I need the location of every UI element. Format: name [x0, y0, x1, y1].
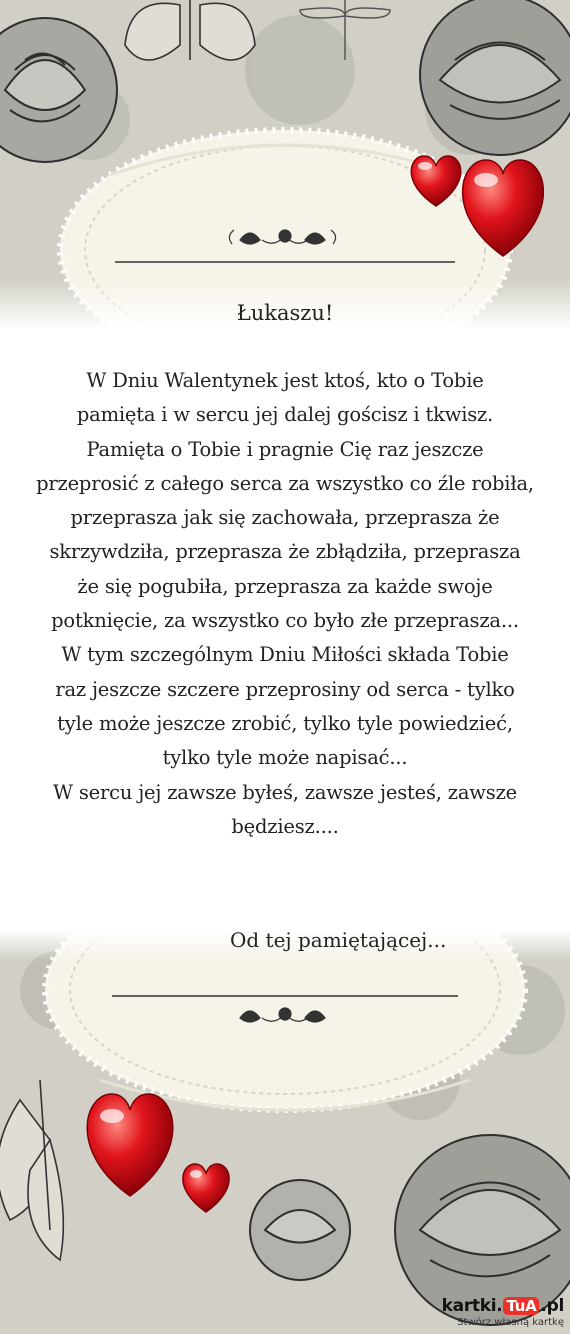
top-decoration [0, 0, 570, 330]
signature: Od tej pamiętającej... [230, 928, 447, 952]
logo-wordmark [442, 1296, 564, 1316]
logo-part2: .pl [540, 1296, 564, 1316]
message-line: tyle może jeszcze zrobić, tylko tyle powiedzieć, [57, 711, 513, 735]
message-line: tylko tyle może napisać... [162, 746, 408, 770]
message-line: skrzywdziła, przeprasza że zbłądziła, przeprasza [49, 540, 521, 564]
card-text [20, 296, 550, 844]
butterfly-top [125, 0, 255, 60]
message-line: W sercu jej zawsze byłeś, zawsze jesteś, zawsze [53, 780, 517, 804]
bottom-decoration [0, 930, 570, 1334]
greeting: Łukaszu! [236, 301, 334, 325]
message-line: raz jeszcze szczere przeprosiny od serca - tylko [55, 677, 515, 701]
message-line: przeprosić z całego serca za wszystko co źle robiła, [36, 471, 534, 495]
logo-badge: TuA [503, 1297, 539, 1315]
message-line: potknięcie, za wszystko co było złe przeprasza... [51, 609, 519, 633]
message-line: W tym szczególnym Dniu Miłości składa Tobie [61, 643, 509, 667]
message-line: pamięta i w sercu jej dalej gościsz i tkwisz. [76, 403, 494, 427]
logo-part1: kartki. [441, 1296, 503, 1316]
logo-tagline: Stwórz własną kartkę [457, 1317, 564, 1328]
site-logo[interactable] [442, 1296, 564, 1328]
rose-right [420, 0, 570, 155]
message-line: Pamięta o Tobie i pragnie Cię raz jeszcze [86, 437, 484, 461]
message-line: W Dniu Walentynek jest ktoś, kto o Tobie [86, 369, 484, 392]
message-line: że się pogubiła, przeprasza za każde swoje [77, 574, 493, 598]
message-line: przeprasza jak się zachowała, przeprasza że [70, 506, 500, 530]
message-line: będziesz.... [231, 814, 339, 838]
rose-bottom-mid [250, 1180, 350, 1280]
message [20, 364, 550, 844]
